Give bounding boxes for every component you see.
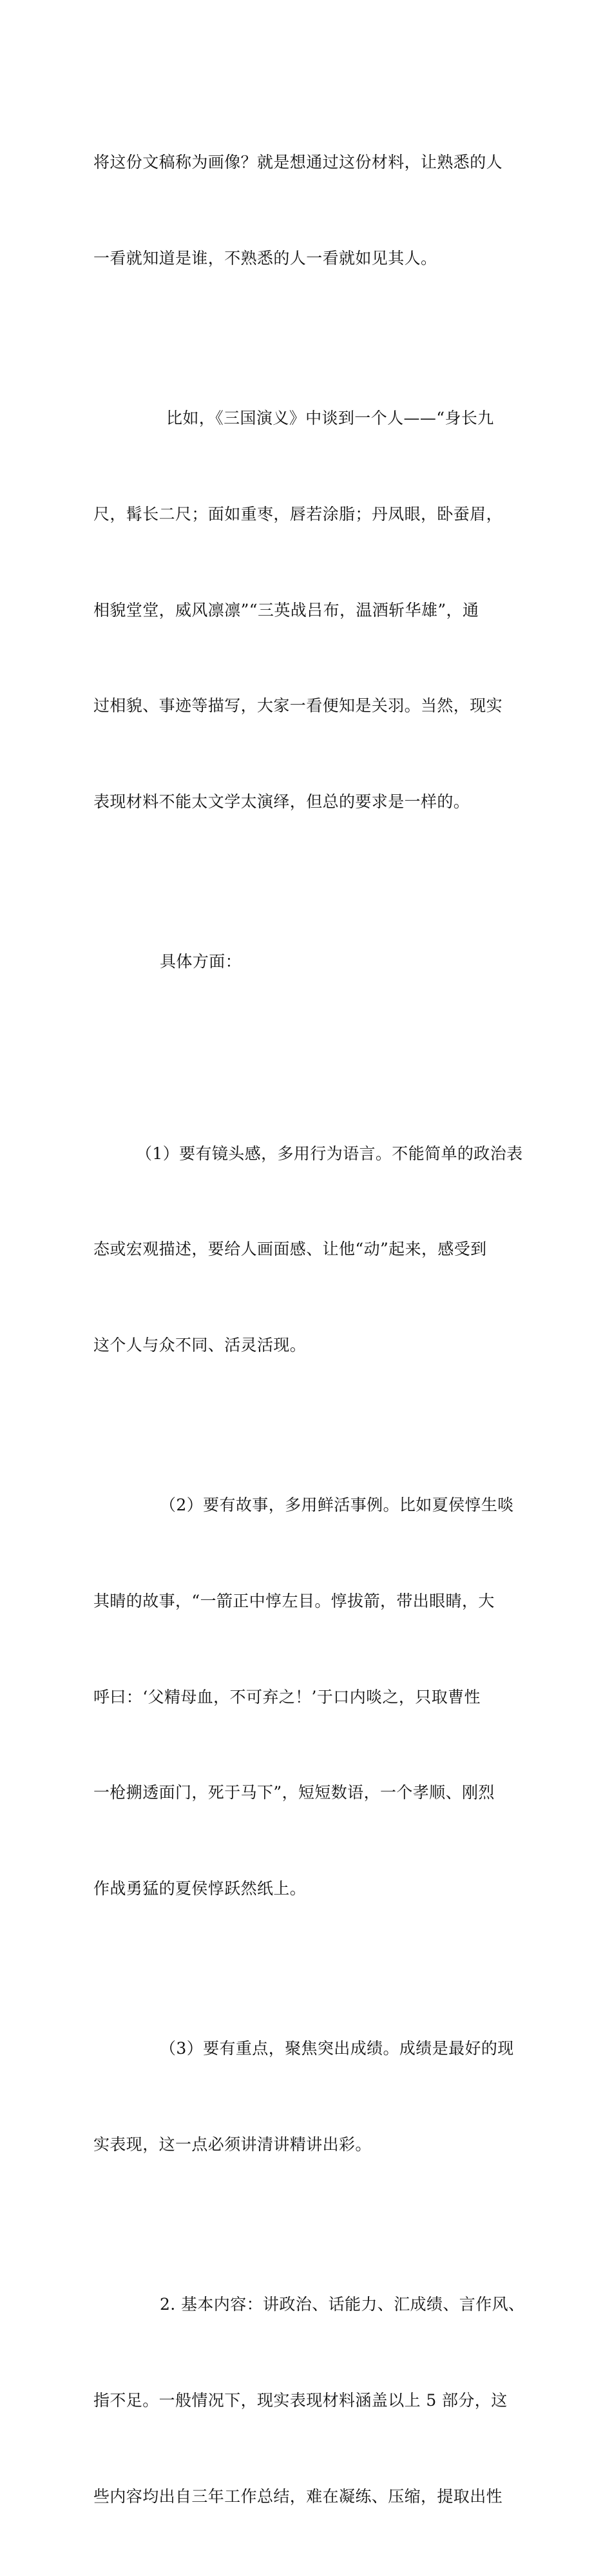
text-line: 作战勇猛的夏侯惇跃然纸上。 (93, 1879, 307, 1898)
text-line: 具体方面： (160, 952, 242, 971)
blank-line (93, 1042, 526, 1074)
text-line: 指不足。一般情况下，现实表现材料涵盖以上 5 部分，这 (93, 2390, 508, 2410)
paragraph-point-2 (93, 1425, 526, 1969)
paragraph-basic-content (93, 2225, 526, 2576)
text-line: 表现材料不能太文学太演绎，但总的要求是一样的。 (93, 792, 470, 812)
text-line: 将这份文稿称为画像？就是想通过这份材料，让熟悉的人 (93, 153, 503, 172)
text-line: 一看就知道是谁，不熟悉的人一看就如见其人。 (93, 248, 437, 268)
text-line: 实表现，这一点必须讲清讲精讲出彩。 (93, 2135, 372, 2154)
text-line: 态或宏观描述，要给人画面感、让他“动”起来，感受到 (93, 1240, 487, 1259)
paragraph-point-3 (93, 1969, 526, 2225)
text-line: 呼曰：‘父精母血，不可弃之！’于口内啖之，只取曹性 (93, 1687, 481, 1706)
text-line: 相貌堂堂，威风凛凛”“三英战吕布，温酒斩华雄”，通 (93, 600, 479, 620)
text-line: 这个人与众不同、活灵活现。 (93, 1336, 307, 1355)
text-line: 其睛的故事，“一箭正中惇左目。惇拔箭，带出眼睛，大 (93, 1591, 495, 1610)
text-line: （2）要有故事，多用鲜活事例。比如夏侯惇生啖 (160, 1496, 514, 1515)
paragraph-three-kingdoms-example (93, 338, 526, 882)
text-line: 尺，髯长二尺；面如重枣，唇若涂脂；丹凤眼，卧蚕眉， (93, 504, 503, 523)
document-body (93, 83, 526, 2576)
text-line: （1）要有镜头感，多用行为语言。不能简单的政治表 (136, 1144, 523, 1163)
text-line: 些内容均出自三年工作总结，难在凝练、压缩，提取出性 (93, 2486, 503, 2506)
text-line: 过相貌、事迹等描写，大家一看便知是关羽。当然，现实 (93, 696, 503, 716)
paragraph-specific-aspects (93, 882, 526, 1042)
paragraph-portrait-intro (93, 83, 526, 338)
text-line: 一枪搠透面门，死于马下”，短短数语，一个孝顺、刚烈 (93, 1783, 495, 1802)
text-line: 2. 基本内容：讲政治、话能力、汇成绩、言作风、 (160, 2294, 525, 2314)
text-line: （3）要有重点，聚焦突出成绩。成绩是最好的现 (160, 2039, 514, 2058)
paragraph-point-1 (93, 1073, 526, 1425)
text-line: 比如，《三国演义》中谈到一个人——“身长九 (166, 408, 494, 427)
